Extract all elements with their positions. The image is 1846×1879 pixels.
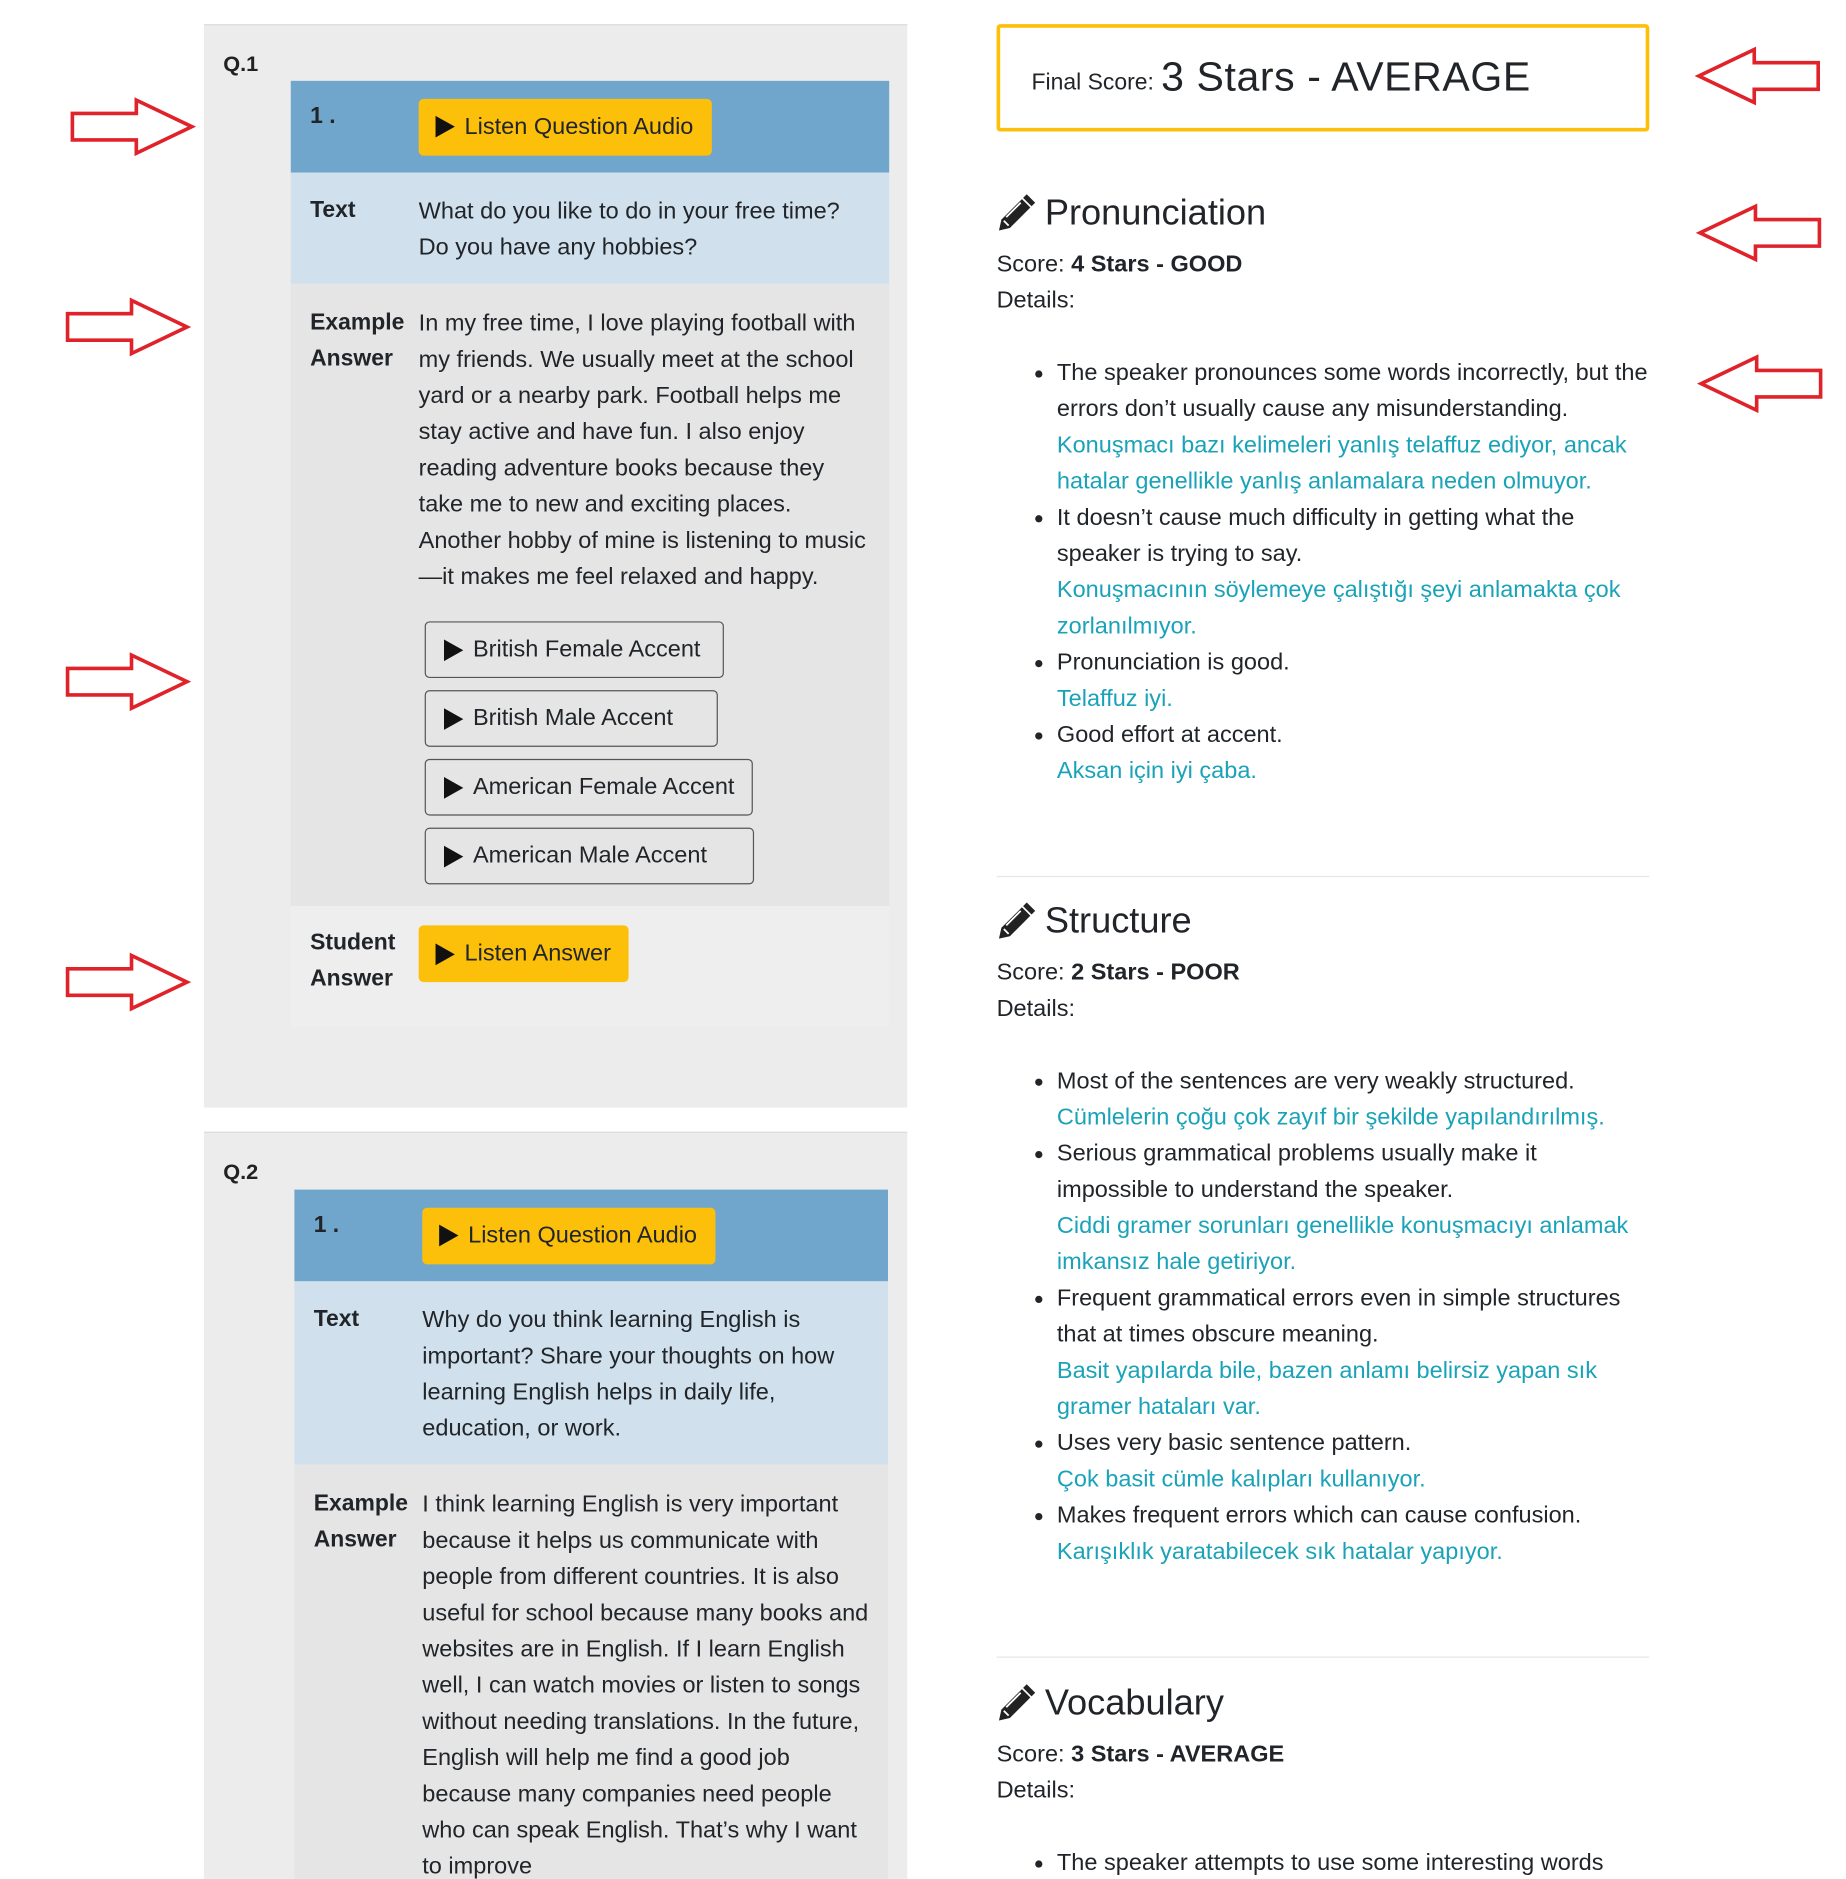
annotation-arrow-left-icon <box>1696 354 1824 414</box>
play-icon <box>444 639 463 661</box>
question-number: 1 . <box>313 1212 340 1238</box>
score-label: Score: <box>996 250 1065 278</box>
accent-label: British Male Accent <box>472 704 674 732</box>
details-list <box>997 1845 1650 1879</box>
detail-english: Makes frequent errors which can cause confusion. <box>1056 1502 1582 1529</box>
details-label: Details: <box>996 995 1076 1022</box>
question-card-2 <box>204 1132 907 1879</box>
score-label: Score: <box>996 1740 1065 1768</box>
details-label: Details: <box>996 1777 1076 1804</box>
text-label: Text <box>310 197 356 224</box>
annotation-arrow-right-icon <box>69 97 197 157</box>
score-label: Score: <box>996 959 1065 986</box>
list-item <box>1057 1280 1649 1425</box>
question-table <box>294 1190 888 1879</box>
section-title-text: Pronunciation <box>1044 193 1267 233</box>
play-icon <box>436 116 455 138</box>
british-male-accent-button[interactable] <box>425 690 718 747</box>
detail-english: Pronunciation is good. <box>1056 649 1290 676</box>
detail-translation: Konuşmacının söylemeye çalıştığı şeyi anlamakta çok zorlanılmıyor. <box>1056 576 1621 640</box>
list-item <box>1057 1135 1649 1280</box>
final-score-box <box>997 24 1650 131</box>
detail-english: Good effort at accent. <box>1056 721 1283 749</box>
structure-section <box>997 901 1650 1569</box>
list-item <box>1057 1845 1649 1879</box>
detail-translation: Konuşmacı bazı kelimeleri yanlış telaffuz ediyor, ancak hatalar genellikle yanlış anlamalara neden olmuyor. <box>1056 431 1627 495</box>
play-icon <box>444 845 463 867</box>
british-female-accent-button[interactable] <box>425 621 724 678</box>
question-text: What do you like to do in your free time? Do you have any hobbies? <box>418 197 840 261</box>
question-text-row <box>291 173 889 284</box>
example-answer-label: Example Answer <box>313 1491 408 1553</box>
question-label: Q.2 <box>223 1159 259 1184</box>
question-label: Q.1 <box>223 51 259 77</box>
vocabulary-section <box>997 1683 1650 1879</box>
list-item <box>1057 1497 1649 1569</box>
section-title <box>997 193 1650 234</box>
list-item <box>1057 1063 1649 1135</box>
detail-translation: Cümlelerin çoğu çok zayıf bir şekilde yapılandırılmış. <box>1056 1103 1605 1131</box>
section-divider <box>997 876 1650 877</box>
play-icon <box>436 943 455 965</box>
detail-english: Uses very basic sentence pattern. <box>1056 1429 1412 1457</box>
accent-label: American Female Accent <box>472 773 735 800</box>
listen-question-audio-label: Listen Question Audio <box>468 1221 698 1249</box>
section-score <box>997 246 1650 282</box>
play-icon <box>439 1225 458 1247</box>
score-value: 2 Stars - POOR <box>1071 959 1240 986</box>
listen-answer-label: Listen Answer <box>464 939 611 967</box>
pencil-icon <box>997 1684 1036 1723</box>
details-label: Details: <box>996 287 1076 314</box>
list-item <box>1057 644 1649 716</box>
detail-translation: Telaffuz iyi. <box>1056 685 1173 712</box>
detail-english: Serious grammatical problems usually make it impossible to understand the speaker. <box>1056 1140 1537 1203</box>
play-icon <box>444 776 463 798</box>
student-answer-label: Student Answer <box>310 930 396 992</box>
section-title-text: Vocabulary <box>1044 1683 1224 1723</box>
example-answer-text: I think learning English is very important because it helps us communicate with people from different countries. It is also useful for school because many books and websites are in English. If I learn English well, I can watch movies or listen to songs without needing translations. In the future, English will help me find a good job because many companies need people who can speak English. That’s why I want to improve <box>422 1491 869 1879</box>
detail-english: Most of the sentences are very weakly structured. <box>1056 1067 1575 1095</box>
detail-translation: Aksan için iyi çaba. <box>1056 757 1257 785</box>
final-score-label: Final Score: <box>1031 69 1154 95</box>
american-female-accent-button[interactable] <box>425 759 753 816</box>
annotation-arrow-left-icon <box>1695 203 1823 263</box>
section-score <box>997 1736 1650 1772</box>
question-table <box>291 81 889 1027</box>
detail-translation: Ciddi gramer sorunları genellikle konuşmacıyı anlamak imkansız hale getiriyor. <box>1056 1212 1629 1276</box>
score-value: 4 Stars - GOOD <box>1071 250 1243 278</box>
question-text: Why do you think learning English is important? Share your thoughts on how learning English helps in daily life, education, or work. <box>422 1306 835 1442</box>
detail-english: It doesn’t cause much difficulty in getting what the speaker is trying to say. <box>1056 504 1575 568</box>
list-item <box>1057 717 1649 789</box>
accent-label: American Male Accent <box>472 842 708 869</box>
list-item <box>1057 355 1649 500</box>
annotation-arrow-right-icon <box>64 652 192 712</box>
final-score-value: 3 Stars - AVERAGE <box>1161 54 1531 101</box>
list-item <box>1057 499 1649 644</box>
example-answer-text: In my free time, I love playing football with my friends. We usually meet at the school yard or a nearby park. Football helps me stay active and have fun. I also enjoy reading adventure books because they take me to new and exciting places. Another hobby of mine is listening to music—it makes me feel relaxed and happy. <box>418 310 866 590</box>
pencil-icon <box>997 194 1036 233</box>
section-divider <box>997 1657 1650 1658</box>
listen-question-audio-button[interactable] <box>422 1207 715 1264</box>
details-list <box>997 1063 1650 1570</box>
example-answer-row <box>291 284 889 907</box>
play-icon <box>444 708 463 730</box>
detail-english: The speaker attempts to use some interesting words <box>1056 1849 1604 1877</box>
pencil-icon <box>997 902 1036 941</box>
detail-translation: Basit yapılarda bile, bazen anlamı belirsiz yapan sık gramer hataları var. <box>1056 1357 1597 1421</box>
accent-label: British Female Accent <box>472 635 701 663</box>
section-score <box>997 954 1650 990</box>
accent-buttons <box>419 595 875 885</box>
example-answer-label: Example Answer <box>310 310 405 372</box>
listen-answer-button[interactable] <box>419 925 629 982</box>
annotation-arrow-left-icon <box>1694 46 1822 106</box>
score-value: 3 Stars - AVERAGE <box>1071 1740 1285 1768</box>
question-text-row <box>294 1281 888 1464</box>
american-male-accent-button[interactable] <box>425 828 754 885</box>
annotation-arrow-right-icon <box>64 952 192 1012</box>
listen-question-audio-label: Listen Question Audio <box>464 112 694 140</box>
question-number: 1 . <box>310 103 336 130</box>
section-title <box>997 1683 1650 1724</box>
pronunciation-section <box>997 193 1650 789</box>
list-item <box>1057 1425 1649 1497</box>
section-title-text: Structure <box>1044 901 1192 942</box>
question-card-1 <box>204 24 907 1107</box>
example-answer-row <box>294 1465 888 1879</box>
details-list <box>997 355 1650 789</box>
question-header-row <box>294 1190 888 1282</box>
annotation-arrow-right-icon <box>64 297 192 357</box>
question-header-row <box>291 81 889 173</box>
detail-translation: Çok basit cümle kalıpları kullanıyor. <box>1056 1465 1426 1493</box>
section-title <box>997 901 1650 942</box>
detail-english: Frequent grammatical errors even in simple structures that at times obscure meaning. <box>1056 1284 1621 1348</box>
student-answer-row <box>291 906 889 1027</box>
listen-question-audio-button[interactable] <box>419 98 712 155</box>
text-label: Text <box>313 1306 360 1332</box>
detail-english: The speaker pronounces some words incorrectly, but the errors don’t usually cause any misunderstanding. <box>1056 359 1648 423</box>
detail-translation: Karışıklık yaratabilecek sık hatalar yapıyor. <box>1056 1538 1503 1565</box>
